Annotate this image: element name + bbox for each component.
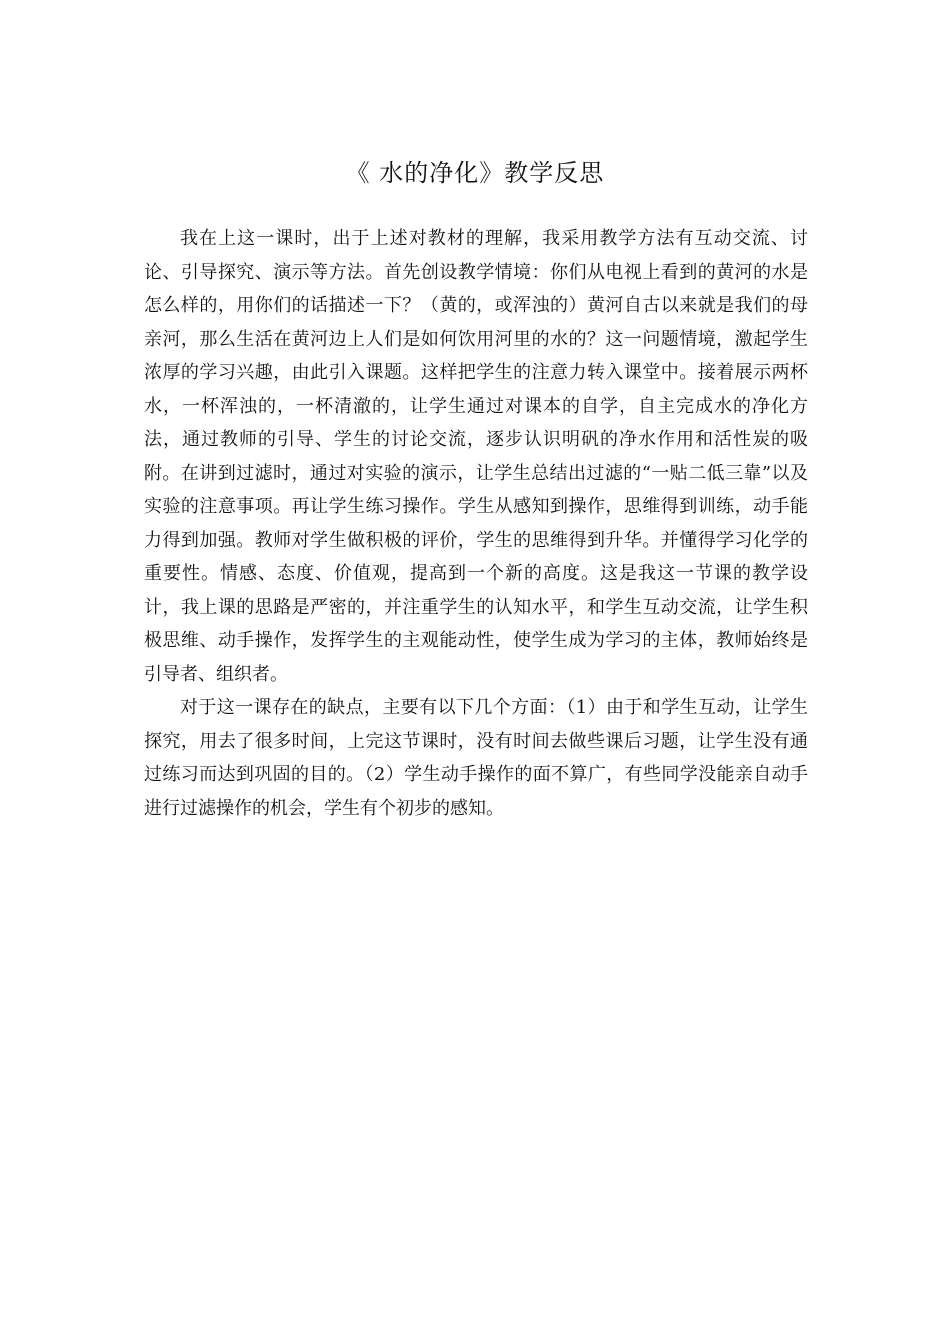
- paragraph-shortcomings: 对于这一课存在的缺点，主要有以下几个方面：（1）由于和学生互动，让学生探究，用去了很多时间，上完这节课时，没有时间去做些课后习题，让学生没有通过练习而达到巩固的目的。（2）学生动手操作的面不算广，有些同学没能亲自动手进行过滤操作的机会，学生有个初步的感知。: [144, 697, 808, 819]
- document-body: [144, 222, 808, 825]
- paragraph-teaching-design: 我在上这一课时，出于上述对教材的理解，我采用教学方法有互动交流、讨论、引导探究、演示等方法。首先创设教学情境：你们从电视上看到的黄河的水是怎么样的，用你们的话描述一下？（黄的，或浑浊的）黄河自古以来就是我们的母亲河，那么生活在黄河边上人们是如何饮用河里的水的？这一问题情境，激起学生浓厚的学习兴趣，由此引入课题。这样把学生的注意力转入课堂中。接着展示两杯水，一杯浑浊的，一杯清澈的，让学生通过对课本的自学，自主完成水的净化方法，通过教师的引导、学生的讨论交流，逐步认识明矾的净水作用和活性炭的吸附。在讲到过滤时，通过对实验的演示，让学生总结出过滤的“一贴二低三靠”以及实验的注意事项。再让学生练习操作。学生从感知到操作，思维得到训练，动手能力得到加强。教师对学生做积极的评价，学生的思维得到升华。并懂得学习化学的重要性。情感、态度、价值观，提高到一个新的高度。这是我这一节课的教学设计，我上课的思路是严密的，并注重学生的认知水平，和学生互动交流，让学生积极思维、动手操作，发挥学生的主观能动性，使学生成为学习的主体，教师始终是引导者、组织者。: [144, 228, 808, 685]
- document-title: 《 水的净化》教学反思: [345, 159, 605, 187]
